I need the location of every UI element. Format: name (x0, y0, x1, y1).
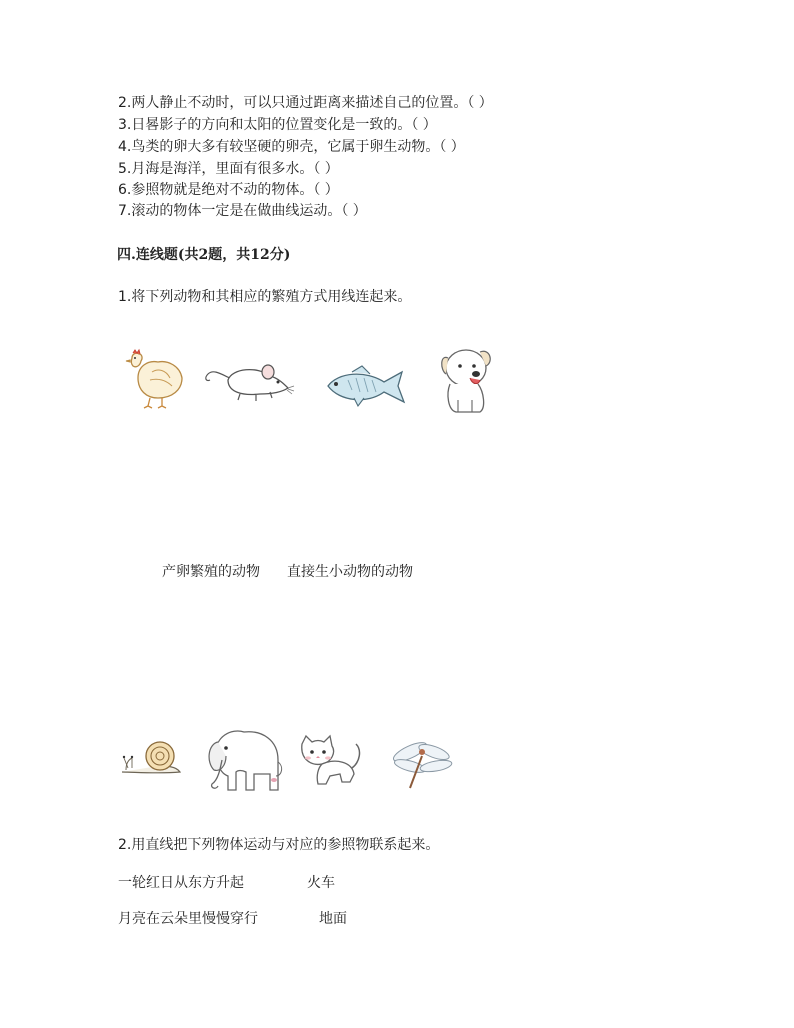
judgement-item-2: 2.两人静止不动时，可以只通过距离来描述自己的位置。（ ） (118, 95, 493, 111)
q2-row-1-right: 火车 (307, 875, 335, 891)
label-viviparous: 直接生小动物的动物 (287, 564, 413, 580)
elephant-icon (204, 726, 284, 800)
fish-icon (322, 364, 406, 410)
q2-row-2-right: 地面 (319, 911, 347, 927)
section-heading: 四.连线题(共2题，共12分) (117, 247, 291, 263)
judgement-item-4: 4.鸟类的卵大多有较坚硬的卵壳，它属于卵生动物。（ ） (118, 139, 465, 155)
judgement-item-7: 7.滚动的物体一定是在做曲线运动。（ ） (118, 203, 367, 219)
hen-icon (124, 348, 186, 410)
mouse-icon (200, 358, 296, 404)
label-oviparous: 产卵繁殖的动物 (162, 564, 260, 580)
question-2-prompt: 2.用直线把下列物体运动与对应的参照物联系起来。 (118, 837, 440, 853)
q2-row-2-left: 月亮在云朵里慢慢穿行 (118, 911, 258, 927)
snail-icon (118, 738, 184, 778)
puppy-icon (436, 344, 496, 416)
kitten-icon (292, 734, 364, 786)
question-1-prompt: 1.将下列动物和其相应的繁殖方式用线连起来。 (118, 289, 412, 305)
judgement-item-5: 5.月海是海洋，里面有很多水。（ ） (118, 161, 339, 177)
q2-row-1-left: 一轮红日从东方升起 (118, 875, 244, 891)
judgement-item-3: 3.日晷影子的方向和太阳的位置变化是一致的。（ ） (118, 117, 437, 133)
dragonfly-icon (388, 736, 458, 792)
judgement-item-6: 6.参照物就是绝对不动的物体。（ ） (118, 182, 339, 198)
